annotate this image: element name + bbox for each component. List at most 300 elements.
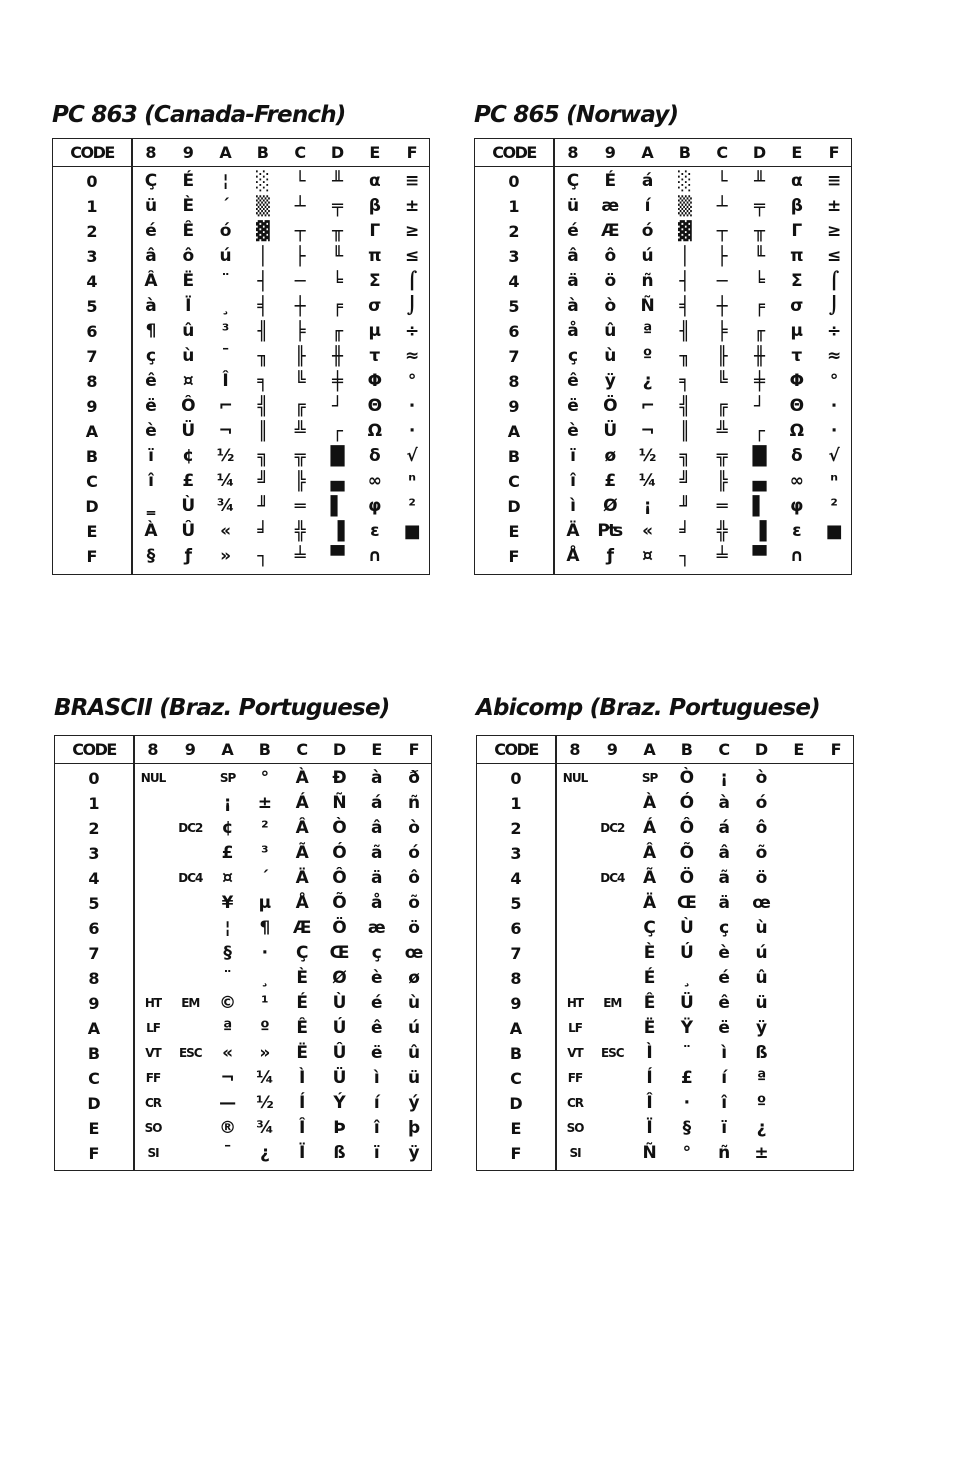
char-cell: φ xyxy=(790,496,804,516)
code-table xyxy=(476,735,854,1171)
row-header: 5 xyxy=(86,297,98,316)
char-cell: ╘ xyxy=(754,271,765,292)
char-cell: NUL xyxy=(140,771,166,785)
char-cell: ╚ xyxy=(716,371,728,392)
row-header: B xyxy=(509,1044,523,1063)
char-cell: º xyxy=(260,1018,270,1038)
char-cell: ┤ xyxy=(679,271,691,292)
char-cell: ■ xyxy=(403,521,421,542)
char-cell: ╖ xyxy=(257,346,269,367)
char-cell: « xyxy=(220,521,232,541)
char-cell: Õ xyxy=(332,893,347,913)
table-panel-abicomp xyxy=(476,695,854,1171)
char-cell: é xyxy=(145,221,157,241)
char-cell: ╫ xyxy=(332,346,343,367)
char-cell: Û xyxy=(181,521,196,541)
char-cell: Γ xyxy=(369,221,381,241)
char-cell: █ xyxy=(330,446,345,467)
char-cell: ╛ xyxy=(257,521,269,542)
column-header: F xyxy=(828,143,840,162)
char-cell: ë xyxy=(145,396,157,416)
row-header: F xyxy=(88,1144,100,1163)
char-cell: ╧ xyxy=(716,546,728,567)
char-cell: Ê xyxy=(182,221,195,241)
column-header: B xyxy=(680,740,693,759)
table-title: PC 863 (Canada-French) xyxy=(52,102,346,128)
char-cell: ó xyxy=(641,221,654,241)
char-cell: ‗ xyxy=(146,496,156,516)
char-cell: î xyxy=(570,471,576,491)
char-cell: Å xyxy=(566,546,580,566)
char-cell: ú xyxy=(755,943,768,963)
char-cell: Ù xyxy=(181,496,196,516)
row-header: 9 xyxy=(508,397,520,416)
char-cell xyxy=(596,1016,628,1041)
char-cell: ã xyxy=(718,868,730,888)
char-cell: Ω xyxy=(789,421,805,441)
row-header: C xyxy=(86,472,98,491)
char-cell: ≡ xyxy=(826,171,842,191)
row-header: 4 xyxy=(510,869,522,888)
char-cell: à xyxy=(718,793,730,813)
char-cell: ø xyxy=(604,446,617,466)
row-header: F xyxy=(510,1144,522,1163)
char-cell: ⌐ xyxy=(640,396,655,416)
row-header: 5 xyxy=(508,297,520,316)
char-cell: ƒ xyxy=(184,546,192,566)
char-cell: τ xyxy=(791,346,803,366)
column-header: F xyxy=(830,740,842,759)
char-cell: ½ xyxy=(256,1093,274,1113)
char-cell: ╓ xyxy=(754,321,765,342)
char-cell: æ xyxy=(601,196,620,216)
char-cell: ³ xyxy=(261,843,269,863)
char-cell xyxy=(820,991,852,1016)
char-cell: SO xyxy=(566,1121,584,1135)
char-cell: ª xyxy=(642,321,653,341)
char-cell xyxy=(783,1041,815,1066)
char-cell: CR xyxy=(144,1096,162,1110)
char-cell xyxy=(820,966,852,991)
char-cell: É xyxy=(296,993,308,1013)
char-cell: ═ xyxy=(294,496,306,517)
char-cell: LF xyxy=(568,1021,582,1035)
char-cell: τ xyxy=(369,346,381,366)
char-cell xyxy=(596,941,628,966)
column-header: D xyxy=(332,740,347,759)
char-cell: Î xyxy=(222,371,229,391)
char-cell: Ë xyxy=(643,1018,656,1038)
column-header: D xyxy=(330,143,345,162)
char-cell xyxy=(137,866,169,891)
column-divider xyxy=(555,736,557,1170)
char-cell: Ü xyxy=(679,993,694,1013)
char-cell xyxy=(174,1066,206,1091)
table-title: Abicomp (Braz. Portuguese) xyxy=(476,695,820,721)
char-cell: â xyxy=(371,818,383,838)
char-cell: õ xyxy=(755,843,768,863)
char-cell: ½ xyxy=(216,446,235,466)
char-cell: EM xyxy=(181,996,200,1010)
char-cell: Ö xyxy=(603,396,618,416)
char-cell: û xyxy=(182,321,195,341)
char-cell: ⌠ xyxy=(406,271,418,291)
char-cell: ñ xyxy=(641,271,654,291)
char-cell: ╪ xyxy=(754,371,765,392)
char-cell: á xyxy=(718,818,730,838)
row-header: 1 xyxy=(86,197,98,216)
char-cell xyxy=(596,1141,628,1166)
column-header: F xyxy=(408,740,420,759)
column-header: 9 xyxy=(604,143,616,162)
char-cell xyxy=(137,891,169,916)
char-cell: ÿ xyxy=(755,1018,768,1038)
row-header: 3 xyxy=(508,247,520,266)
char-cell: δ xyxy=(368,446,381,466)
row-header: 7 xyxy=(508,347,520,366)
char-cell xyxy=(137,941,169,966)
char-cell: ╤ xyxy=(332,196,343,217)
char-cell: Ã xyxy=(643,868,657,888)
char-cell: ¡ xyxy=(643,496,652,516)
char-cell xyxy=(596,916,628,941)
char-cell xyxy=(783,941,815,966)
row-header: 6 xyxy=(86,322,98,341)
char-cell: ñ xyxy=(718,1143,731,1163)
char-cell: ¿ xyxy=(642,371,653,391)
char-cell xyxy=(820,816,852,841)
char-cell: CR xyxy=(566,1096,584,1110)
column-header: E xyxy=(371,740,383,759)
table-panel-pc865 xyxy=(474,102,852,575)
char-cell: £ xyxy=(182,471,195,491)
char-cell: ¨ xyxy=(221,271,230,291)
char-cell: â xyxy=(145,246,157,266)
char-cell: ² xyxy=(261,818,269,838)
char-cell: Ï xyxy=(185,296,192,316)
row-header: 4 xyxy=(88,869,100,888)
column-header: E xyxy=(369,143,381,162)
char-cell: ╬ xyxy=(716,521,728,542)
char-cell: π xyxy=(368,246,382,266)
char-cell: œ xyxy=(752,893,771,913)
char-cell: ∩ xyxy=(789,546,804,566)
char-cell: ╟ xyxy=(716,346,728,367)
code-table xyxy=(52,138,430,575)
char-cell: ▀ xyxy=(752,546,767,567)
char-cell: ≤ xyxy=(826,246,842,266)
row-header: 9 xyxy=(510,994,522,1013)
char-cell: « xyxy=(642,521,654,541)
char-cell: ¬ xyxy=(218,421,233,441)
char-cell xyxy=(820,1066,852,1091)
row-header: 4 xyxy=(86,272,98,291)
char-cell: ° xyxy=(682,1143,692,1163)
char-cell: ü xyxy=(566,196,580,216)
char-cell xyxy=(783,841,815,866)
char-cell: ╓ xyxy=(332,321,343,342)
char-cell xyxy=(820,766,852,791)
char-cell: ╫ xyxy=(754,346,765,367)
char-cell: ╧ xyxy=(294,546,306,567)
char-cell: ▒ xyxy=(677,196,692,217)
char-cell: ■ xyxy=(825,521,843,542)
table-title: PC 865 (Norway) xyxy=(474,102,679,128)
char-cell: è xyxy=(567,421,579,441)
column-header: 8 xyxy=(147,740,159,759)
char-cell: ├ xyxy=(294,246,306,267)
char-cell: þ xyxy=(408,1118,421,1138)
char-cell xyxy=(596,841,628,866)
row-header: B xyxy=(507,447,521,466)
char-cell: ≈ xyxy=(404,346,420,366)
char-cell: ò xyxy=(604,296,617,316)
char-cell: ░ xyxy=(255,171,270,192)
char-cell xyxy=(174,1091,206,1116)
char-cell: ╞ xyxy=(716,321,728,342)
char-cell: ε xyxy=(370,521,380,541)
char-cell: « xyxy=(222,1043,234,1063)
char-cell: Ô xyxy=(332,868,347,888)
char-cell: ╙ xyxy=(332,246,343,267)
char-cell: Í xyxy=(299,1093,306,1113)
char-cell: Þ xyxy=(333,1118,346,1138)
char-cell xyxy=(820,1041,852,1066)
row-header: A xyxy=(507,422,521,441)
char-cell: ╦ xyxy=(294,446,306,467)
char-cell xyxy=(559,891,591,916)
char-cell xyxy=(783,1116,815,1141)
char-cell: · xyxy=(408,421,416,441)
char-cell: DC4 xyxy=(600,871,625,885)
row-header: 6 xyxy=(88,919,100,938)
char-cell: ╣ xyxy=(257,396,269,417)
row-header: E xyxy=(508,522,520,541)
char-cell: Ì xyxy=(646,1043,653,1063)
char-cell: ⌐ xyxy=(218,396,233,416)
char-cell: ┘ xyxy=(332,396,343,417)
char-cell: ≈ xyxy=(826,346,842,366)
char-cell: ¼ xyxy=(256,1068,274,1088)
char-cell: DC2 xyxy=(600,821,625,835)
char-cell: ª xyxy=(756,1068,767,1088)
row-header: 9 xyxy=(86,397,98,416)
char-cell: È xyxy=(643,943,656,963)
row-header: 1 xyxy=(508,197,520,216)
char-cell: — xyxy=(219,1093,237,1113)
char-cell: ╥ xyxy=(754,221,765,242)
char-cell: ¶ xyxy=(145,321,157,341)
row-header: 6 xyxy=(510,919,522,938)
char-cell: ╜ xyxy=(257,496,269,517)
char-cell: ö xyxy=(604,271,617,291)
char-cell: § xyxy=(223,943,232,963)
char-cell: µ xyxy=(258,893,272,913)
row-header: 0 xyxy=(508,172,520,191)
char-cell xyxy=(559,966,591,991)
char-cell: Σ xyxy=(368,271,381,291)
char-cell: å xyxy=(567,321,579,341)
char-cell: ⁿ xyxy=(408,471,416,491)
char-cell: ¼ xyxy=(638,471,657,491)
char-cell: ║ xyxy=(679,421,691,442)
char-cell xyxy=(137,916,169,941)
char-cell: └ xyxy=(716,171,728,192)
char-cell: í xyxy=(373,1093,380,1113)
char-cell: ╕ xyxy=(679,371,691,392)
char-cell: ¤ xyxy=(182,371,194,391)
char-cell: └ xyxy=(294,171,306,192)
row-header: 8 xyxy=(510,969,522,988)
column-header: B xyxy=(256,143,269,162)
column-header: C xyxy=(716,143,729,162)
char-cell: ╠ xyxy=(294,471,306,492)
char-cell xyxy=(559,791,591,816)
row-header: 2 xyxy=(86,222,98,241)
char-cell: Â xyxy=(295,818,309,838)
char-cell: À xyxy=(144,521,158,541)
char-cell: ╦ xyxy=(716,446,728,467)
column-header: B xyxy=(678,143,691,162)
column-header: 9 xyxy=(184,740,196,759)
char-cell: ´ xyxy=(221,196,230,216)
char-cell: Œ xyxy=(329,943,350,963)
char-cell: Ç xyxy=(566,171,580,191)
row-header: E xyxy=(88,1119,100,1138)
code-table xyxy=(474,138,852,575)
char-cell: ┼ xyxy=(294,296,306,317)
row-header: E xyxy=(86,522,98,541)
char-cell: ESC xyxy=(178,1046,202,1060)
char-cell: Â xyxy=(144,271,158,291)
char-cell: ì xyxy=(570,496,576,516)
char-cell: LF xyxy=(146,1021,160,1035)
char-cell: ¡ xyxy=(720,768,729,788)
char-cell: è xyxy=(145,421,157,441)
char-cell: à xyxy=(567,296,579,316)
char-cell: SP xyxy=(219,771,236,785)
row-header: 0 xyxy=(88,769,100,788)
char-cell xyxy=(783,766,815,791)
char-cell xyxy=(137,966,169,991)
char-cell: ╜ xyxy=(679,496,691,517)
char-cell: ▓ xyxy=(255,221,270,242)
char-cell: æ xyxy=(367,918,386,938)
char-cell: ╔ xyxy=(294,396,306,417)
char-cell: ñ xyxy=(408,793,421,813)
char-cell: ▄ xyxy=(752,471,767,492)
char-cell: § xyxy=(682,1118,692,1138)
char-cell: VT xyxy=(567,1046,583,1060)
row-header: 1 xyxy=(510,794,522,813)
char-cell: ù xyxy=(604,346,617,366)
row-header: B xyxy=(85,447,99,466)
char-cell: û xyxy=(604,321,617,341)
column-header: 9 xyxy=(606,740,618,759)
char-cell: ▐ xyxy=(330,521,345,542)
char-cell: ª xyxy=(222,1018,233,1038)
char-cell: ▐ xyxy=(752,521,767,542)
char-cell: ç xyxy=(719,918,730,938)
char-cell: ë xyxy=(718,1018,730,1038)
char-cell: ú xyxy=(219,246,232,266)
row-header: F xyxy=(508,547,520,566)
row-header: 1 xyxy=(88,794,100,813)
char-cell: Æ xyxy=(292,918,312,938)
char-cell: ï xyxy=(373,1143,380,1163)
char-cell xyxy=(559,866,591,891)
row-header: 9 xyxy=(88,994,100,1013)
char-cell: ∙ xyxy=(830,396,838,416)
char-cell xyxy=(174,966,206,991)
char-cell: ┼ xyxy=(716,296,728,317)
char-cell: ¿ xyxy=(756,1118,767,1138)
char-cell: ç xyxy=(371,943,382,963)
char-cell: ° xyxy=(829,371,839,391)
table-panel-brascii xyxy=(54,695,432,1171)
char-cell: α xyxy=(368,171,381,191)
char-cell: ß xyxy=(755,1043,768,1063)
char-cell: │ xyxy=(257,246,269,267)
char-cell: Ä xyxy=(643,893,657,913)
column-header: B xyxy=(258,740,271,759)
char-cell: © xyxy=(219,993,237,1013)
char-cell: ┐ xyxy=(257,546,269,567)
char-cell: Ê xyxy=(643,993,656,1013)
char-cell xyxy=(559,941,591,966)
char-cell: Ó xyxy=(332,843,347,863)
char-cell: Ð xyxy=(332,768,347,788)
row-header: 2 xyxy=(508,222,520,241)
char-cell xyxy=(820,1091,852,1116)
char-cell: SI xyxy=(569,1146,581,1160)
char-cell: ┴ xyxy=(716,196,728,217)
char-cell: É xyxy=(604,171,617,191)
char-cell: Á xyxy=(643,818,657,838)
char-cell: ¼ xyxy=(216,471,235,491)
char-cell: Ô xyxy=(181,396,196,416)
char-cell: ╨ xyxy=(754,171,765,192)
char-cell xyxy=(174,791,206,816)
row-header: 7 xyxy=(86,347,98,366)
row-header: 6 xyxy=(508,322,520,341)
char-cell xyxy=(783,816,815,841)
char-cell: φ xyxy=(368,496,382,516)
char-cell: ╔ xyxy=(716,396,728,417)
char-cell: Ï xyxy=(299,1143,306,1163)
char-cell: ≤ xyxy=(404,246,420,266)
char-cell: ⁿ xyxy=(830,471,838,491)
char-cell: á xyxy=(371,793,383,813)
code-header: CODE xyxy=(494,740,538,759)
char-cell: ê xyxy=(371,1018,383,1038)
char-cell: Φ xyxy=(367,371,383,391)
char-cell: ╒ xyxy=(754,296,765,317)
char-cell: DC4 xyxy=(178,871,203,885)
char-cell: NUL xyxy=(562,771,588,785)
char-cell xyxy=(820,841,852,866)
char-cell: ε xyxy=(792,521,802,541)
char-cell: É xyxy=(643,968,656,988)
char-cell: ö xyxy=(755,868,768,888)
char-cell xyxy=(818,544,850,569)
char-cell: ─ xyxy=(716,271,728,292)
char-cell xyxy=(783,1066,815,1091)
char-cell: Î xyxy=(646,1093,653,1113)
char-cell xyxy=(596,1116,628,1141)
char-cell xyxy=(174,766,206,791)
char-cell: ╙ xyxy=(754,246,765,267)
